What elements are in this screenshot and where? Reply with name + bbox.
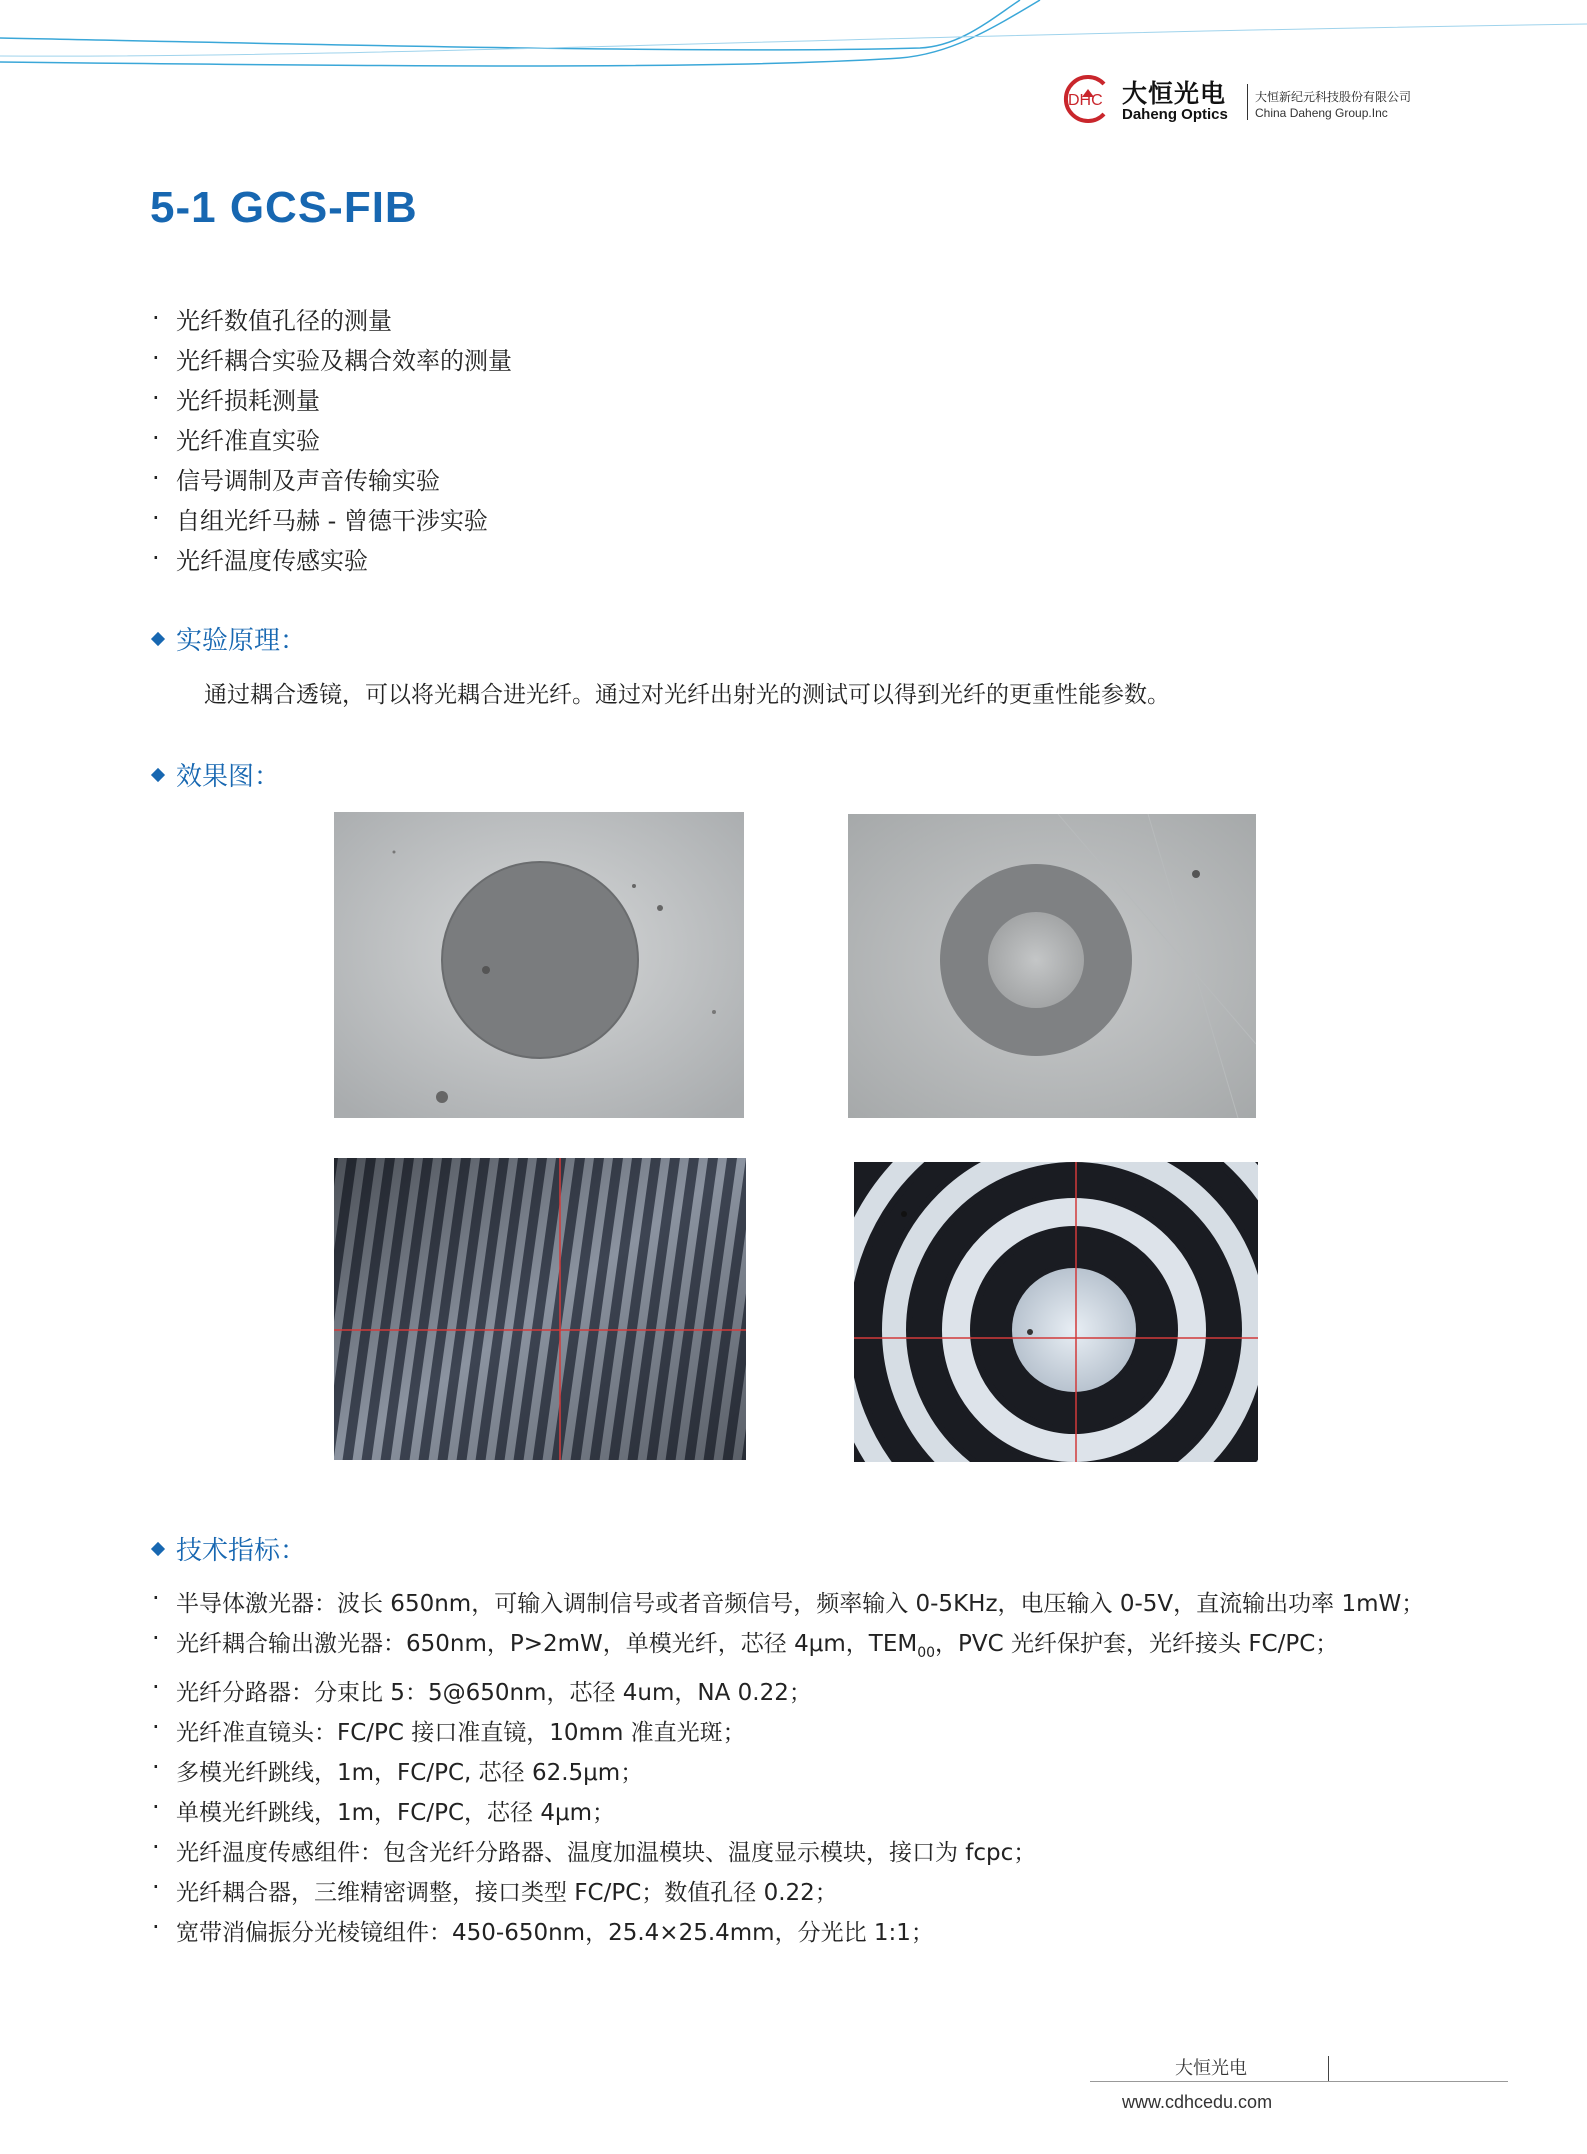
principle-text: 通过耦合透镜，可以将光耦合进光纤。通过对光纤出射光的测试可以得到光纤的更重性能参数。 bbox=[204, 682, 1170, 708]
spec-text: 宽带消偏振分光棱镜组件：450-650nm，25.4×25.4mm，分光比 1:1； bbox=[176, 1920, 934, 1946]
bullet: · bbox=[152, 504, 160, 532]
feature-item bbox=[152, 498, 512, 538]
effects-heading bbox=[150, 756, 280, 793]
bullet: · bbox=[152, 1713, 160, 1741]
feature-item bbox=[152, 298, 512, 338]
straight-interference-fringes-image bbox=[334, 1158, 746, 1460]
specs-heading-text: 技术指标： bbox=[176, 1536, 307, 1566]
bullet: · bbox=[152, 304, 160, 332]
spec-item bbox=[152, 1624, 1452, 1673]
bullet: · bbox=[152, 1833, 160, 1861]
fiber-end-face-multimode-image bbox=[334, 812, 744, 1118]
spec-subscript: 00 bbox=[917, 1645, 936, 1661]
spec-item bbox=[152, 1753, 1452, 1793]
spec-item bbox=[152, 1713, 1452, 1753]
diamond-bullet-icon bbox=[151, 767, 165, 781]
bullet: · bbox=[152, 344, 160, 372]
spec-item bbox=[152, 1673, 1452, 1713]
specs-heading bbox=[150, 1530, 306, 1567]
spec-text: 光纤分路器：分束比 5：5@650nm，芯径 4um，NA 0.22； bbox=[176, 1680, 812, 1706]
logo-divider bbox=[1247, 84, 1248, 120]
spec-text: 光纤耦合器，三维精密调整，接口类型 FC/PC；数值孔径 0.22； bbox=[176, 1880, 838, 1906]
bullet: · bbox=[152, 1793, 160, 1821]
feature-list bbox=[152, 298, 512, 578]
bullet: · bbox=[152, 1913, 160, 1941]
logo-brand-en: Daheng Optics bbox=[1122, 106, 1228, 123]
feature-text: 光纤温度传感实验 bbox=[176, 546, 368, 575]
spec-item bbox=[152, 1793, 1452, 1833]
spec-item bbox=[152, 1873, 1452, 1913]
bullet: · bbox=[152, 1584, 160, 1612]
header-wave-decoration bbox=[0, 0, 1587, 80]
spec-text: 半导体激光器：波长 650nm，可输入调制信号或者音频信号，频率输入 0-5KHz，电压输入 0-5V，直流输出功率 1mW； bbox=[176, 1591, 1425, 1617]
principle-heading-text: 实验原理： bbox=[176, 626, 307, 656]
company-logo bbox=[1062, 70, 1442, 130]
spec-text bbox=[176, 1624, 1452, 1673]
bullet: · bbox=[152, 544, 160, 572]
spec-list bbox=[152, 1584, 1452, 1953]
spec-item bbox=[152, 1913, 1452, 1953]
feature-item bbox=[152, 538, 512, 578]
spec-item bbox=[152, 1584, 1452, 1624]
feature-item bbox=[152, 378, 512, 418]
feature-text: 光纤损耗测量 bbox=[176, 386, 320, 415]
effects-heading-text: 效果图： bbox=[176, 762, 281, 792]
feature-text: 光纤准直实验 bbox=[176, 426, 320, 455]
logo-brand-cn: 大恒光电 bbox=[1122, 79, 1227, 108]
bullet: · bbox=[152, 1753, 160, 1781]
fiber-end-face-core-cladding-image bbox=[848, 814, 1256, 1118]
diamond-bullet-icon bbox=[151, 631, 165, 645]
footer-url-link[interactable]: www.cdhcedu.com bbox=[1122, 2092, 1273, 2112]
spec-text: 光纤温度传感组件：包含光纤分路器、温度加温模块、温度显示模块，接口为 fcpc； bbox=[176, 1840, 1037, 1866]
company-name-cn: 大恒新纪元科技股份有限公司 bbox=[1255, 90, 1412, 104]
bullet: · bbox=[152, 424, 160, 452]
bullet: · bbox=[152, 384, 160, 412]
spec-text-after: ，PVC 光纤保护套，光纤接头 FC/PC； bbox=[935, 1631, 1339, 1657]
footer-rule bbox=[1090, 2081, 1508, 2082]
company-name-en: China Daheng Group.Inc bbox=[1255, 106, 1388, 120]
bullet: · bbox=[152, 1624, 160, 1652]
footer-brand: 大恒光电 bbox=[1175, 2058, 1247, 2079]
feature-text: 光纤数值孔径的测量 bbox=[176, 306, 392, 335]
bullet: · bbox=[152, 464, 160, 492]
spec-text-before: 光纤耦合输出激光器：650nm，P>2mW，单模光纤，芯径 4μm，TEM bbox=[176, 1631, 918, 1657]
page-title: 5-1 GCS-FIB bbox=[150, 183, 418, 232]
feature-text: 光纤耦合实验及耦合效率的测量 bbox=[176, 346, 512, 375]
spec-text: 多模光纤跳线，1m，FC/PC, 芯径 62.5μm； bbox=[176, 1760, 644, 1786]
circular-interference-fringes-image bbox=[854, 1162, 1258, 1462]
feature-text: 自组光纤马赫 - 曾德干涉实验 bbox=[176, 506, 488, 535]
feature-text: 信号调制及声音传输实验 bbox=[176, 466, 440, 495]
feature-item bbox=[152, 338, 512, 378]
spec-text: 光纤准直镜头：FC/PC 接口准直镜，10mm 准直光斑； bbox=[176, 1720, 746, 1746]
footer-divider bbox=[1328, 2056, 1329, 2082]
spec-item bbox=[152, 1833, 1452, 1873]
feature-item bbox=[152, 458, 512, 498]
spec-text: 单模光纤跳线，1m，FC/PC，芯径 4μm； bbox=[176, 1800, 615, 1826]
diamond-bullet-icon bbox=[151, 1541, 165, 1555]
principle-heading bbox=[150, 620, 306, 657]
logo-mark-text: DHC bbox=[1068, 92, 1103, 109]
bullet: · bbox=[152, 1673, 160, 1701]
bullet: · bbox=[152, 1873, 160, 1901]
feature-item bbox=[152, 418, 512, 458]
